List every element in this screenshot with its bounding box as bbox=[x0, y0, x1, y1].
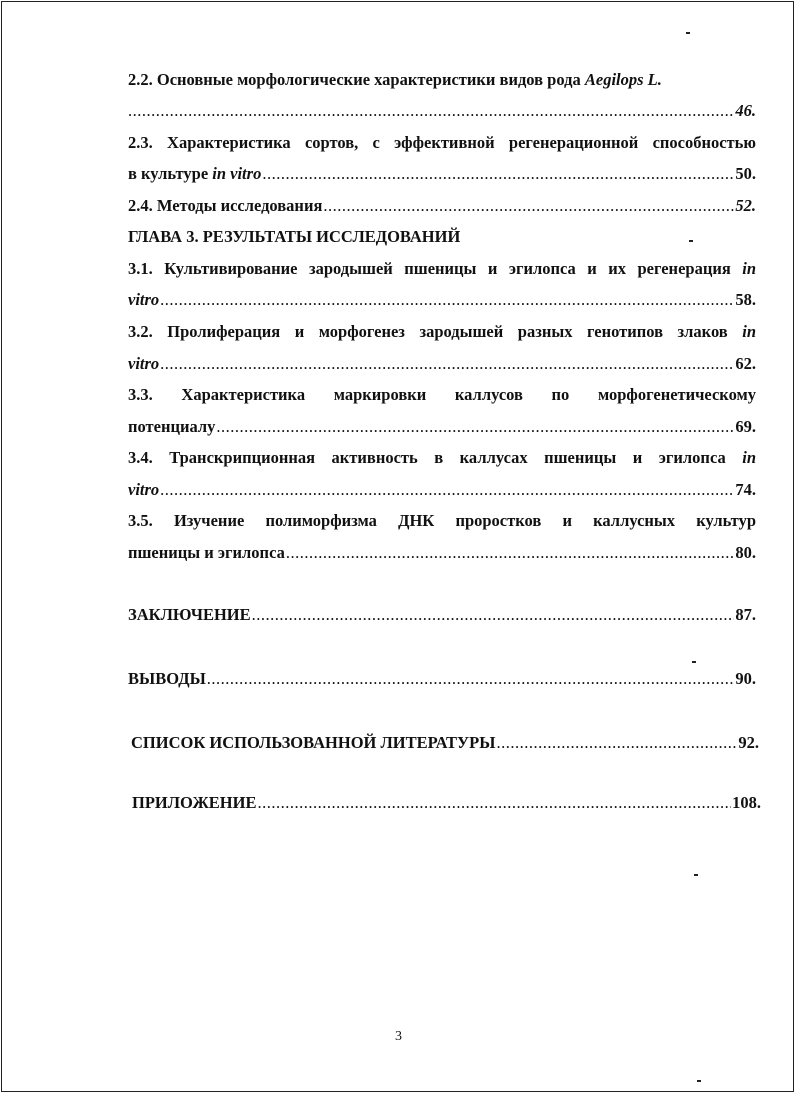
page-number: 3 bbox=[395, 1029, 402, 1044]
toc-entry-2-2-title[interactable]: 2.2. Основные морфологические характеристики видов рода Aegilops L. bbox=[128, 70, 662, 89]
toc-entry-3-2-leader[interactable]: vitro ..... 62. bbox=[128, 354, 756, 374]
scan-speck bbox=[694, 874, 698, 876]
page-ref: 69. bbox=[735, 417, 756, 436]
toc-entry-2-4[interactable]: 2.4. Методы исследования ..... 52. bbox=[128, 196, 756, 216]
toc-entry-2-2-leader[interactable] bbox=[128, 101, 756, 121]
toc-entry-3-4-leader[interactable]: vitro ..... 74. bbox=[128, 480, 756, 500]
scan-speck bbox=[697, 1080, 701, 1082]
page-ref: 50. bbox=[735, 164, 756, 183]
toc-entry-3-2-title[interactable]: 3.2. Пролиферация и морфогенез зародышей разных генотипов злаков in bbox=[128, 322, 756, 341]
page-ref: 62. bbox=[735, 354, 756, 373]
page-ref: 46. bbox=[735, 101, 756, 120]
toc-entry-findings[interactable]: ВЫВОДЫ ..... 90. bbox=[128, 669, 756, 689]
toc-entry-conclusion[interactable]: ЗАКЛЮЧЕНИЕ ..... 87. bbox=[128, 605, 756, 625]
scan-speck bbox=[686, 32, 690, 34]
toc-entry-3-1-title[interactable]: 3.1. Культивирование зародышей пшеницы и эгилопса и их регенерация in bbox=[128, 259, 756, 278]
scan-speck bbox=[689, 240, 693, 242]
page-ref: 87. bbox=[735, 605, 756, 624]
toc-entry-3-3-leader[interactable]: потенциалу ..... 69. bbox=[128, 417, 756, 437]
toc-entry-2-3-title[interactable]: 2.3. Характеристика сортов, с эффективной регенерационной способностью bbox=[128, 133, 756, 152]
page-ref: 58. bbox=[735, 290, 756, 309]
toc-entry-3-5-leader[interactable]: пшеницы и эгилопса ..... 80. bbox=[128, 543, 756, 563]
page-ref: 52. bbox=[735, 196, 756, 215]
page-ref: 92. bbox=[738, 733, 759, 752]
toc-entry-3-5-title[interactable]: 3.5. Изучение полиморфизма ДНК проростков и каллусных культур bbox=[128, 511, 756, 530]
page-ref: 80. bbox=[735, 543, 756, 562]
toc-entry-appendix[interactable]: ПРИЛОЖЕНИЕ ..... 108. bbox=[132, 793, 761, 813]
toc-entry-2-3-leader[interactable]: в культуре in vitro ..... 50. bbox=[128, 164, 756, 184]
toc-entry-references[interactable]: СПИСОК ИСПОЛЬЗОВАННОЙ ЛИТЕРАТУРЫ ..... 92. bbox=[131, 733, 759, 753]
page-ref: 108. bbox=[732, 793, 761, 812]
toc-entry-3-1-leader[interactable]: vitro ..... 58. bbox=[128, 290, 756, 310]
scan-speck bbox=[692, 661, 696, 663]
page-ref: 74. bbox=[735, 480, 756, 499]
toc-entry-3-4-title[interactable]: 3.4. Транскрипционная активность в каллусах пшеницы и эгилопса in bbox=[128, 448, 756, 467]
toc-chapter-3-heading[interactable]: ГЛАВА 3. РЕЗУЛЬТАТЫ ИССЛЕДОВАНИЙ bbox=[128, 227, 461, 246]
toc-entry-3-3-title[interactable]: 3.3. Характеристика маркировки каллусов по морфогенетическому bbox=[128, 385, 756, 404]
page-ref: 90. bbox=[735, 669, 756, 688]
